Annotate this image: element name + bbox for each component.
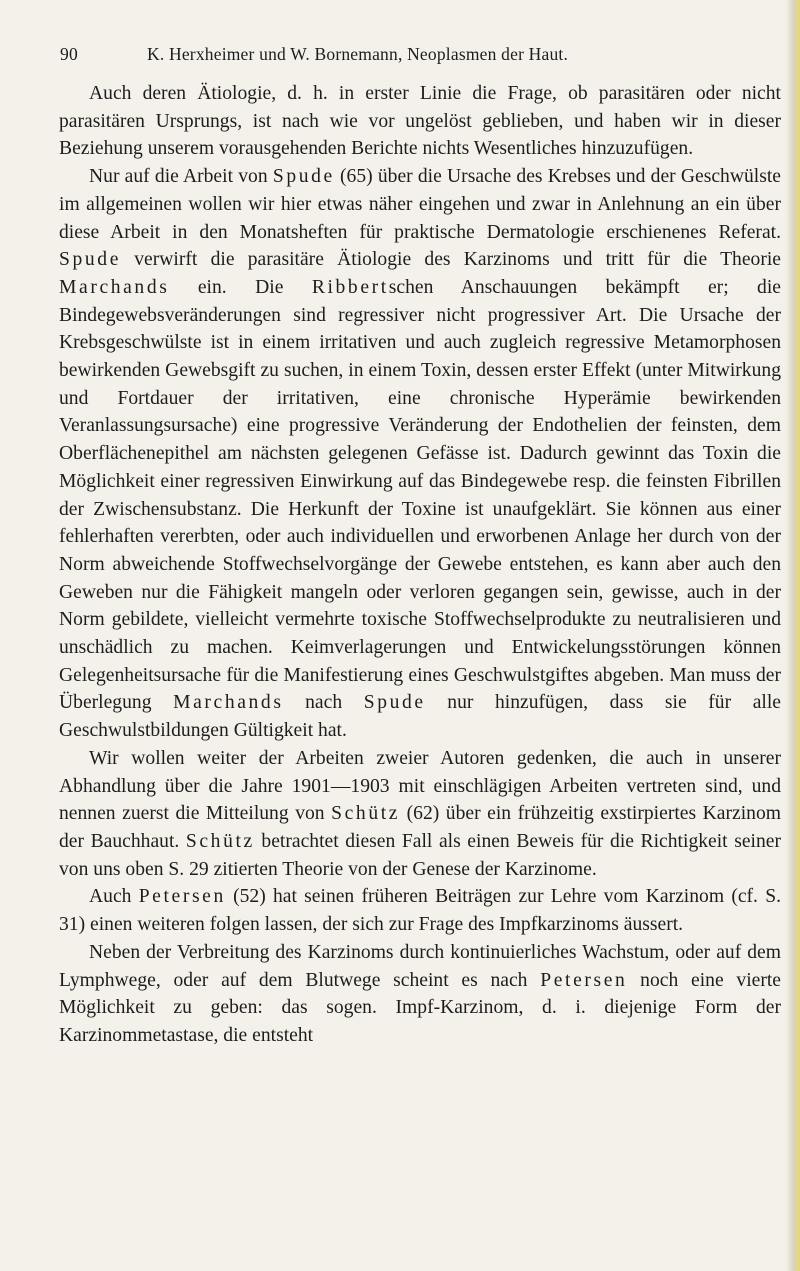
text-run: nach (283, 692, 364, 714)
page-number: 90 (60, 44, 78, 64)
text-run: (62) über ein frühzeitig exstirpiertes Karzinom der Bauchhaut. (59, 803, 781, 852)
paragraph-4 (59, 883, 781, 938)
author-name: Spude (363, 692, 426, 714)
author-name: Spude (272, 166, 335, 188)
text-run: verwirft die parasitäre Ätiologie des Karzinoms und tritt für die Theorie (120, 249, 781, 271)
paragraph-5 (59, 939, 781, 1050)
author-name: Schütz (185, 830, 255, 852)
author-name: Petersen (138, 886, 226, 908)
text-run: ein. Die (169, 276, 312, 298)
running-head-title: K. Herxheimer und W. Bornemann, Neoplasmen der Haut. (147, 44, 569, 64)
author-name: Marchands (173, 692, 284, 714)
paragraph-2 (59, 163, 781, 745)
body-text (59, 80, 781, 1050)
text-run: (52) hat seinen früheren Beiträgen zur Lehre vom Karzinom (cf. S. 31) einen weiteren folgen lassen, der sich zur Frage des Impfkarzinoms äussert. (59, 886, 781, 936)
text-run: (65) über die Ursache des Krebses und der Geschwülste im allgemeinen wollen wir hier etwas näher eingehen und zwar in Anlehnung an ein über diese Arbeit in den Monatsheften für praktische Dermatologie erschienenes Referat. (59, 166, 781, 243)
text-run: noch eine vierte Möglichkeit zu geben: das sogen. Impf-Karzinom, d. i. diejenige Form der Karzinommetastase, die entsteht (59, 969, 781, 1046)
text-run: Auch (89, 886, 139, 908)
author-name: Ribbert (311, 276, 389, 298)
running-head (60, 44, 780, 72)
text-run: nur hinzufügen, dass sie für alle Geschwulstbildungen Gültigkeit hat. (59, 692, 781, 742)
paragraph-1 (59, 80, 781, 163)
paragraph-3 (59, 745, 781, 884)
author-name: Spude (59, 249, 121, 271)
text-run: betrachtet diesen Fall als einen Beweis für die Richtigkeit seiner von uns oben S. 29 zitierten Theorie von der Genese der Karzinome. (59, 830, 781, 880)
author-name: Marchands (59, 276, 170, 298)
text-run: Wir wollen weiter der Arbeiten zweier Autoren gedenken, die auch in unserer Abhandlung über die Jahre 1901—1903 mit einschlägigen Arbeiten vertreten sind, und nennen zuerst die Mitteilung von (59, 747, 781, 825)
text-run: schen Anschauungen bekämpft er; die Bindegewebsveränderungen sind regressiver nicht progressiver Art. Die Ursache der Krebsgeschwülste ist in einem irritativen und auch zugleich regressive Metamorphosen bewirkenden Gewebsgift zu suchen, in einem Toxin, dessen erster Effekt (unter Mitwirkung und Fortdauer der irritativen, eine chronische Hyperämie bewirkenden Veranlassungsursache) eine progressive Veränderung der Endothelien der feinsten, dem Oberflächenepithel am nächsten gelegenen Gefässe ist. Dadurch gewinnt das Toxin die Möglichkeit einer regressiven Einwirkung auf das Bindegewebe resp. die feinsten Fibrillen der Zwischensubstanz. Die Herkunft der Toxine ist unaufgeklärt. Sie können aus einer fehlerhaften vererbten, oder auch individuellen und erworbenen Anlage her durch von der Norm abweichende Stoffwechselvorgänge der Gewebe entstehen, es kann aber auch den Geweben nur die Fähigkeit mangeln oder verloren gegangen sein, gewisse, auch in der Norm gebildete, vielleicht vermehrte toxische Stoffwechselprodukte zu neutralisieren und unschädlich zu machen. Keimverlagerungen und Entwickelungsstörungen können Gelegenheitsursache für die Manifestierung eines Geschwulstgiftes abgeben. Man muss der Überlegung (59, 276, 781, 714)
text-run: Auch deren Ätiologie, d. h. in erster Linie die Frage, ob parasitären oder nicht parasitären Ursprungs, ist nach wie vor ungelöst geblieben, und haben wir in dieser Beziehung unserem vorausgehenden Berichte nichts Wesentliches hinzuzufügen. (59, 83, 781, 160)
text-run: Neben der Verbreitung des Karzinoms durch kontinuierliches Wachstum, oder auf dem Lymphwege, oder auf dem Blutwege scheint es nach (59, 941, 781, 991)
text-run: Nur auf die Arbeit von (89, 166, 273, 188)
author-name: Petersen (540, 969, 628, 991)
page-edge-shadow (786, 0, 800, 1271)
author-name: Schütz (331, 803, 401, 825)
